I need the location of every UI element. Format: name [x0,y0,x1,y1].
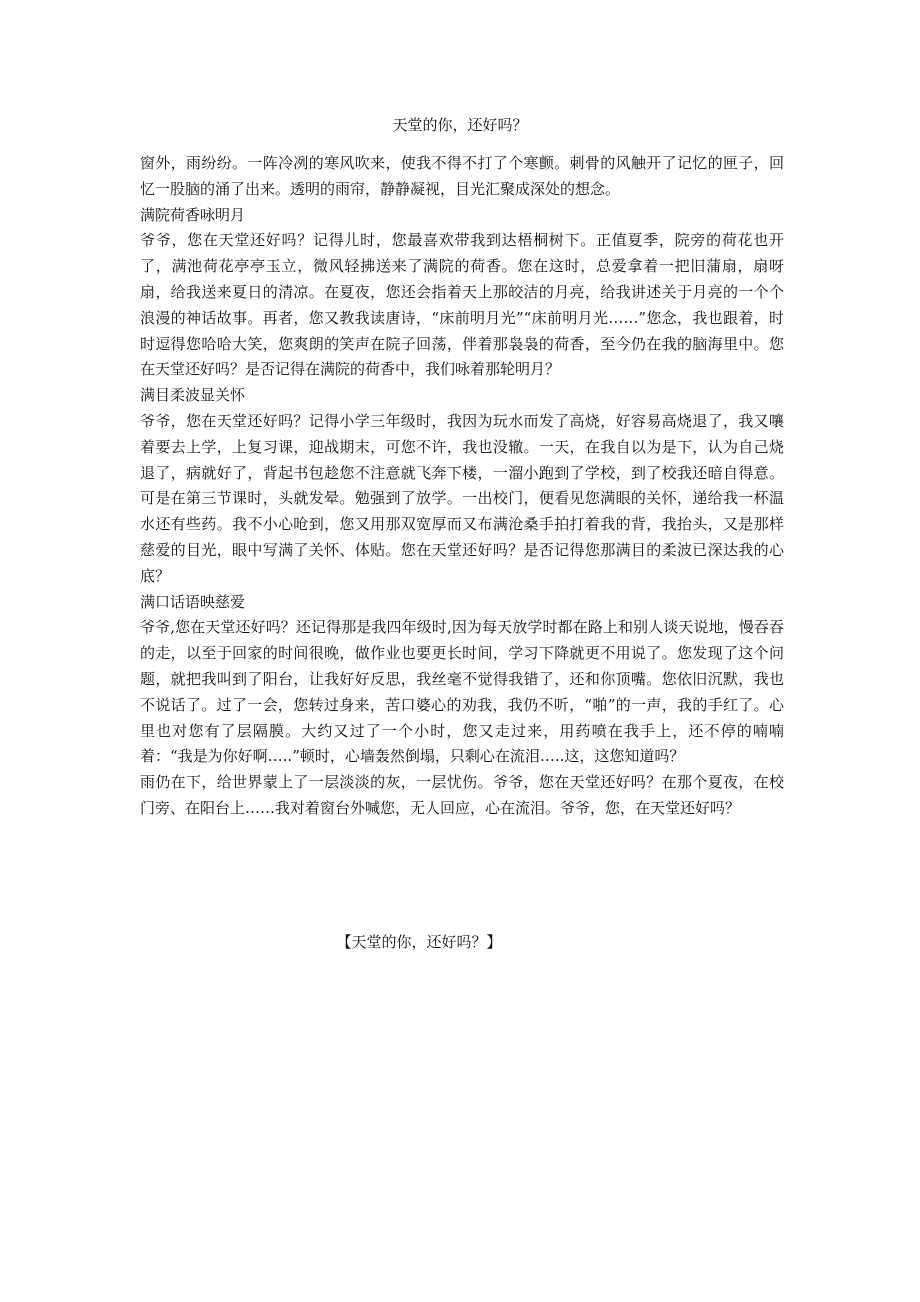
section-heading-moonlight: 满院荷香咏明月 [140,205,246,224]
section-paragraph-love: 爷爷,您在天堂还好吗？还记得那是我四年级时,因为每天放学时都在路上和别人谈天说地，慢吞吞的走，以至于回家的时间很晚，做作业也要更长时间，学习下降就更不用说了。您发现了这个问题，就把我叫到了阳台，让我好好反思，我丝毫不觉得我错了，还和你顶嘴。您依旧沉默，我也不说话了。过了一会，您转过身来，苦口婆心的劝我，我仍不听，“啪”的一声，我的手红了。心里也对您有了层隔膜。大约又过了一个小时，您又走过来，用药喷在我手上，还不停的喃喃着：“我是为你好啊…..”顿时，心墙轰然倒塌，只剩心在流泪…..这，这您知道吗？ [140,618,784,766]
section-heading-care: 满目柔波显关怀 [140,386,246,405]
section-paragraph-moonlight: 爷爷，您在天堂还好吗？记得儿时，您最喜欢带我到达梧桐树下。正值夏季，院旁的荷花也开了，满池荷花亭亭玉立，微风轻拂送来了满院的荷香。您在这时，总爱拿着一把旧蒲扇，扇呀扇，给我送来夏日的清凉。在夏夜，您还会指着天上那皎洁的月亮，给我讲述关于月亮的一个个浪漫的神话故事。再者，您又教我读唐诗，“床前明月光”“床前明月光……”您念，我也跟着，时时逗得您哈哈大笑，您爽朗的笑声在院子回荡，伴着那袅袅的荷香，至今仍在我的脑海里中。您在天堂还好吗？是否记得在满院的荷香中，我们咏着那轮明月？ [140,231,784,379]
page-title: 天堂的你，还好吗？ [392,116,528,134]
closing-paragraph: 雨仍在下，给世界蒙上了一层淡淡的灰，一层忧伤。爷爷，您在天堂还好吗？在那个夏夜，在校门旁、在阳台上……我对着窗台外喊您，无人回应，心在流泪。爷爷，您，在天堂还好吗？ [140,773,784,817]
section-paragraph-care: 爷爷，您在天堂还好吗？记得小学三年级时，我因为玩水而发了高烧，好容易高烧退了，我又嚷着要去上学，上复习课，迎战期末，可您不许，我也没辙。一天，在我自以为是下，认为自己烧退了，病就好了，背起书包趁您不注意就飞奔下楼，一溜小跑到了学校，到了校我还暗自得意。可是在第三节课时，头就发晕。勉强到了放学。一出校门，便看见您满眼的关怀，递给我一杯温水还有些药。我不小心呛到，您又用那双宽厚而又布满沧桑手拍打着我的背，我抬头，又是那样慈爱的目光，眼中写满了关怀、体贴。您在天堂还好吗？是否记得您那满目的柔波已深达我的心底？ [140,411,784,585]
footer-title: 【天堂的你，还好吗？】 [336,933,502,951]
article-body [140,151,784,822]
section-heading-love: 满口话语映慈爱 [140,592,246,611]
intro-paragraph: 窗外，雨纷纷。一阵冷冽的寒风吹来，使我不得不打了个寒颤。刺骨的风触开了记忆的匣子，回忆一股脑的涌了出来。透明的雨帘，静静凝视，目光汇聚成深处的想念。 [140,154,784,198]
